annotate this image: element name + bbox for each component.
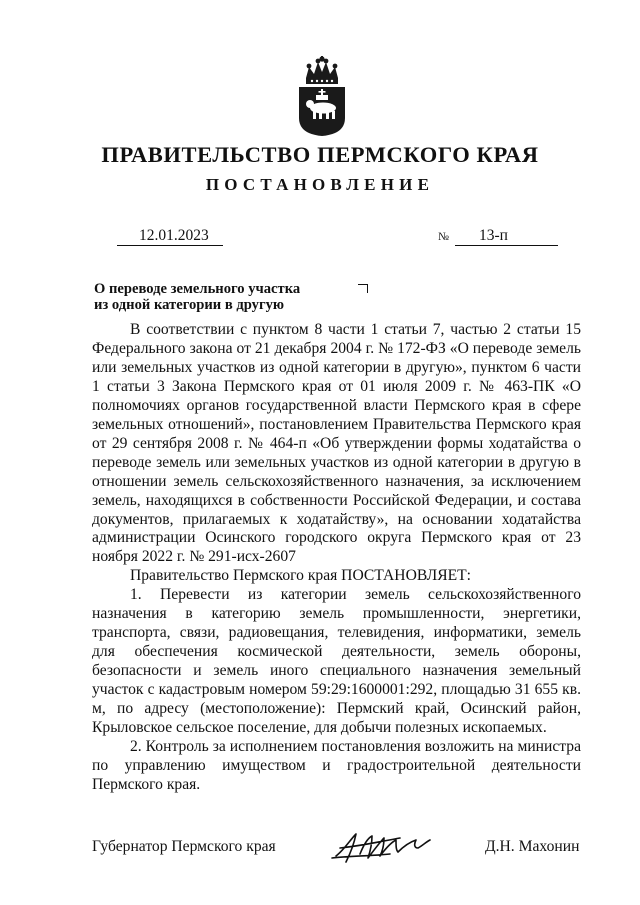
item-1-paragraph: 1. Перевести из категории земель сельскохозяйственного назначения в категорию земель промышленности, энергетики, транспорта, связи, радиовещания, телевидения, информатики, земель для обеспечения космической деятельности, земель обороны, безопасности и земель иного специального назначения земельный участок с кадастровым номером 59:29:1600001:292, площадью 31 655 кв. м, по адресу (местоположение): Пермский край, Осинский район, Крыловское сельское поселение, для добычи полезных ископаемых. xyxy=(92,586,581,737)
document-subject xyxy=(94,281,300,313)
number-sign: № xyxy=(438,231,449,243)
subject-line-2: из одной категории в другую xyxy=(94,297,285,313)
signer-position: Губернатор Пермского края xyxy=(92,838,276,855)
coat-of-arms-icon xyxy=(296,56,348,136)
government-title: ПРАВИТЕЛЬСТВО ПЕРМСКОГО КРАЯ xyxy=(101,142,539,167)
document-type: ПОСТАНОВЛЕНИЕ xyxy=(205,175,435,194)
subject-line-1: О переводе земельного участка xyxy=(94,281,301,297)
signature-icon xyxy=(330,826,435,866)
signer-name: Д.Н. Махонин xyxy=(485,838,580,855)
item-2-paragraph: 2. Контроль за исполнением постановления возложить на министра по управлению имуществом и градостроительной деятельности Пермского края. xyxy=(92,737,581,793)
corner-bracket-mark xyxy=(358,284,368,293)
decree-paragraph: Правительство Пермского края ПОСТАНОВЛЯЕТ: xyxy=(130,567,471,585)
document-number: 13-п xyxy=(455,227,558,246)
preamble-paragraph: В соответствии с пунктом 8 части 1 статьи 7, частью 2 статьи 15 Федерального закона от 21 декабря 2004 г. № 172-ФЗ «О переводе земель или земельных участков из одной категории в другую», пунктом 6 части 1 статьи 3 Закона Пермского края от 01 июля 2009 г. № 463-ПК «О полномочиях органов государственной власти Пермского края в сфере земельных отношений», постановлением Правительства Пермского края от 29 сентября 2008 г. № 464-п «Об утверждении формы ходатайства о переводе земель или земельных участков из одной категории в другую в отношении земель сельскохозяйственного назначения, за исключением земель, находящихся в собственности Российской Федерации, и состава документов, прилагаемых к ходатайству», на основании ходатайства администрации Осинского городского округа Пермского края от 23 ноября 2022 г. № 291-исх-2607 xyxy=(92,321,581,566)
document-date: 12.01.2023 xyxy=(117,227,223,246)
document-body xyxy=(92,321,581,795)
